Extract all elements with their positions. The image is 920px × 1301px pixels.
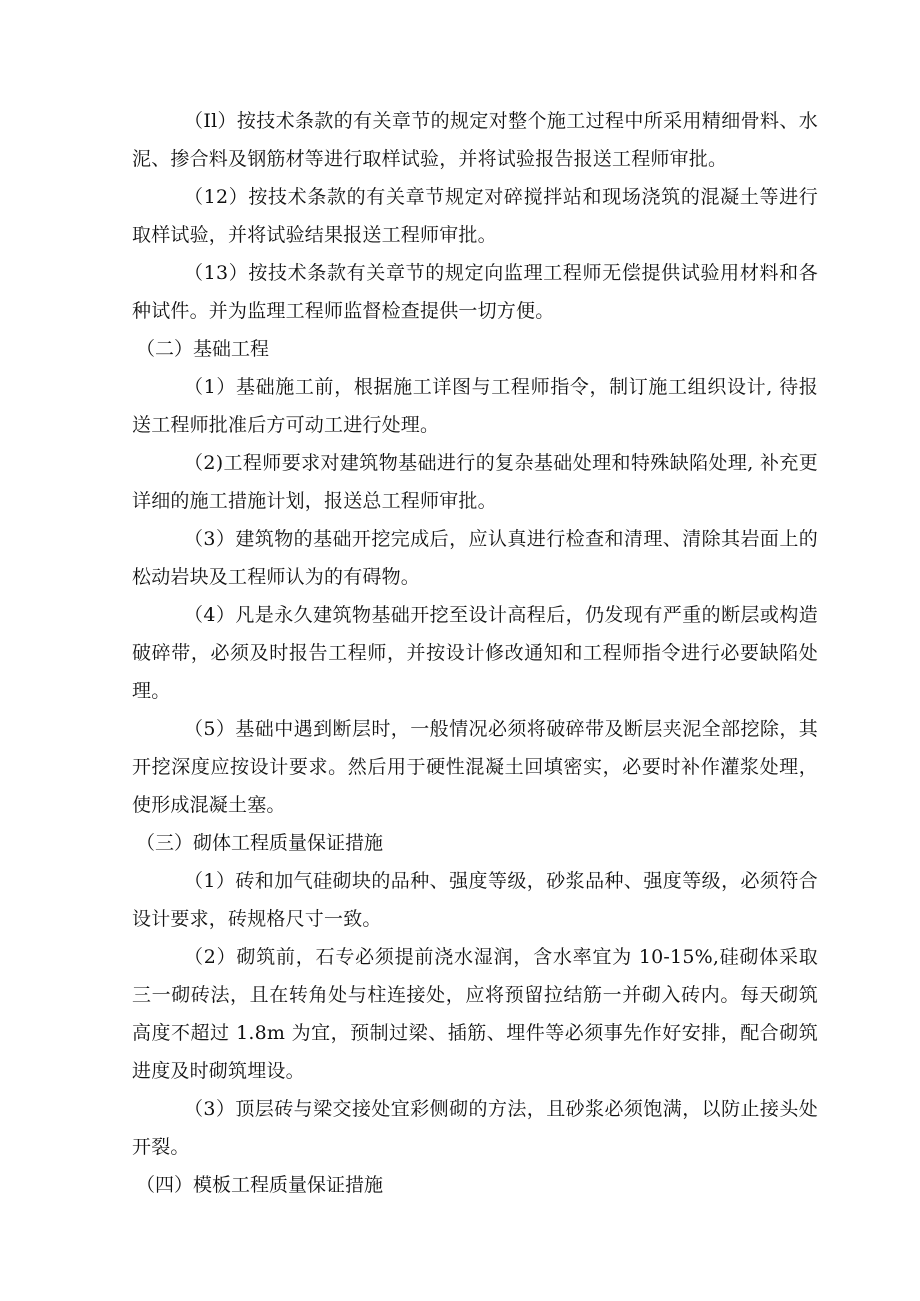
paragraph-foundation-4: （4）凡是永久建筑物基础开挖至设计高程后，仍发现有严重的断层或构造破碎带，必须及时报告工程师，并按设计修改通知和工程师指令进行必要缺陷处理。 bbox=[132, 604, 818, 702]
paragraph-foundation-1: （1）基础施工前，根据施工详图与工程师指令，制订施工组织设计, 待报送工程师批准后方可动工进行处理。 bbox=[132, 376, 818, 436]
paragraph-foundation-3: （3）建筑物的基础开挖完成后，应认真进行检查和清理、清除其岩面上的松动岩块及工程师认为的有碍物。 bbox=[132, 528, 818, 588]
section-heading-foundation: （二）基础工程 bbox=[136, 338, 270, 360]
paragraph-foundation-2: （2)工程师要求对建筑物基础进行的复杂基础处理和特殊缺陷处理, 补充更详细的施工措施计划，报送总工程师审批。 bbox=[132, 452, 818, 512]
paragraph-masonry-2: （2）砌筑前，石专必须提前浇水湿润，含水率宜为 10-15%,硅砌体采取三一砌砖法，且在转角处与柱连接处，应将预留拉结筋一并砌入砖内。每天砌筑高度不超过 1.8m 为宜，预制过梁、插筋、埋件等必须事先作好安排，配合砌筑进度及时砌筑埋设。 bbox=[132, 946, 818, 1082]
paragraph-item-12: （12）按技术条款的有关章节规定对碎搅拌站和现场浇筑的混凝土等进行取样试验，并将试验结果报送工程师审批。 bbox=[132, 186, 818, 246]
paragraph-item-11: （Il）按技术条款的有关章节的规定对整个施工过程中所采用精细骨料、水泥、掺合料及钢筋材等进行取样试验，并将试验报告报送工程师审批。 bbox=[132, 110, 818, 170]
paragraph-foundation-5: （5）基础中遇到断层时，一般情况必须将破碎带及断层夹泥全部挖除，其开挖深度应按设计要求。然后用于硬性混凝土回填密实，必要时补作灌浆处理，使形成混凝土塞。 bbox=[132, 718, 818, 816]
section-heading-formwork: （四）模板工程质量保证措施 bbox=[136, 1174, 384, 1196]
section-heading-masonry: （三）砌体工程质量保证措施 bbox=[136, 832, 384, 854]
paragraph-masonry-3: （3）顶层砖与梁交接处宜彩侧砌的方法，且砂浆必须饱满，以防止接头处开裂。 bbox=[132, 1098, 818, 1158]
paragraph-item-13: （13）按技术条款有关章节的规定向监理工程师无偿提供试验用材料和各种试件。并为监理工程师监督检查提供一切方便。 bbox=[132, 262, 818, 322]
paragraph-masonry-1: （1）砖和加气硅砌块的品种、强度等级，砂浆品种、强度等级，必须符合设计要求，砖规格尺寸一致。 bbox=[132, 870, 818, 930]
